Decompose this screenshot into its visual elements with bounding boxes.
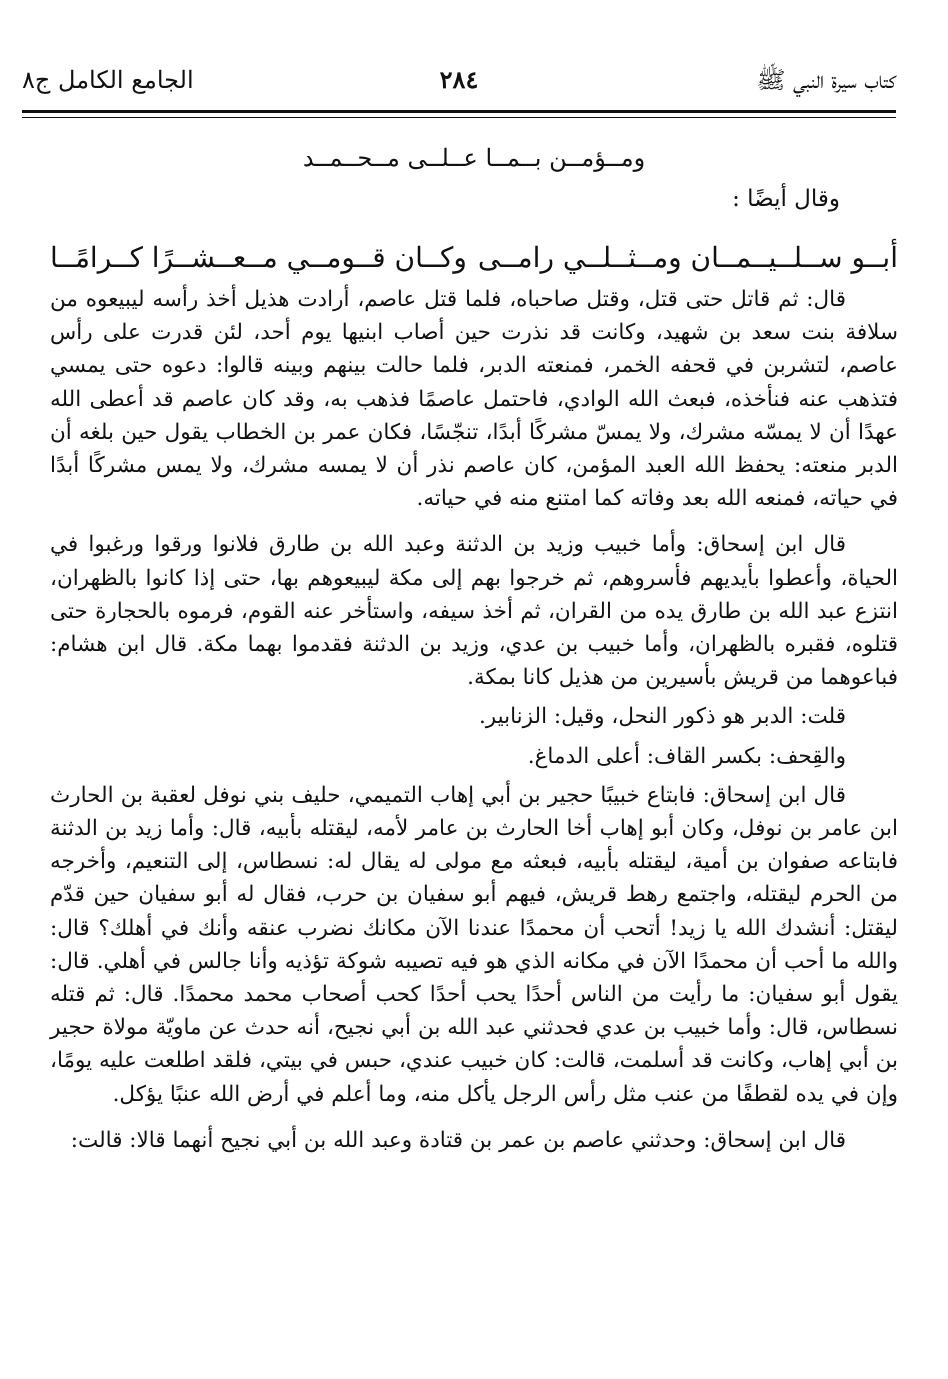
page-header — [22, 60, 896, 100]
paragraph: قال: ثم قاتل حتى قتل، وقتل صاحباه، فلما قتل عاصم، أرادت هذيل أخذ رأسه ليبيعوه من سلافة بنت سعد بن شهيد، وكانت قد نذرت حين أصاب ابنيها يوم أحد، لئن قدرت على رأس عاصم، لتشربن في قحفه الخمر، فمنعته الدبر، فلما حالت بينهم وبينه قالوا: دعوه حتى يمسي فتذهب عنه فنأخذه، فبعث الله الوادي، فاحتمل عاصمًا فذهب به، وقد كان عاصم قد أعطى الله عهدًا أن لا يمسّه مشرك، ولا يمسّ مشركًا أبدًا، تنجّسًا، فكان عمر بن الخطاب يقول حين بلغه أن الدبر منعته: يحفظ الله العبد المؤمن، كان عاصم نذر أن لا يمسه مشرك، ولا يمس مشركًا أبدًا في حياته، فمنعه الله بعد وفاته كما امتنع منه في حياته. — [50, 287, 898, 512]
poem-hemistich-first: أبــو ســلــيــمــان ومــثــلــي رامــى — [477, 241, 898, 274]
paragraph-note: والقِحف: بكسر القاف: أعلى الدماغ. — [527, 743, 846, 769]
poem-verse — [50, 236, 898, 280]
body-text — [50, 283, 898, 1157]
book-title: كتاب سيرة النبي ﷺ — [756, 66, 896, 94]
paragraph: قال ابن إسحاق: فابتاع خبيبًا حجير بن أبي إهاب التميمي، حليف بني نوفل لعقبة بن الحارث ابن عامر بن نوفل، وكان أبو إهاب أخا الحارث بن عامر لأمه، ليقتله بأبيه، قال: وأما زيد بن الدثنة فابتاعه صفوان بن أمية، ليقتله بأبيه، فبعثه مع مولى له يقال له: نسطاس، إلى التنعيم، وأخرجه من الحرم ليقتله، واجتمع رهط قريش، فيهم أبو سفيان بن حرب، فقال له أبو سفيان حين قدّم ليقتل: أنشدك الله يا زيد! أتحب أن محمدًا عندنا الآن مكانك نضرب عنقه وأنك في أهلك؟ قال: والله ما أحب أن محمدًا الآن في مكانه الذي هو فيه تصيبه شوكة تؤذيه وأنا جالس في أهلي. قال: يقول أبو سفيان: ما رأيت من الناس أحدًا يحب أحدًا كحب أصحاب محمد محمدًا. قال: ثم قتله نسطاس، قال: وأما خبيب بن عدي فحدثني عبد الله بن أبي نجيح، أنه حدث عن ماويّة مولاة حجير بن أبي إهاب، وكانت قد أسلمت، قالت: كان خبيب عندي، حبس في بيتي، فلقد اطلعت عليه يومًا، وإن في يده لقطفًا من عنب مثل رأس الرجل يأكل منه، وما أعلم في أرض الله عنبًا يؤكل. — [50, 782, 898, 1107]
series-title: الجامع الكامل ج٨ — [22, 66, 194, 94]
paragraph: قال ابن إسحاق: وحدثني عاصم بن عمر بن قتادة وعبد الله بن أبي نجيح أنهما قالا: قالت: — [70, 1127, 846, 1153]
paragraph: قال ابن إسحاق: وأما خبيب وزيد بن الدثنة وعبد الله بن طارق فلانوا ورقوا ورغبوا في الحياة، وأعطوا بأيديهم فأسروهم، ثم خرجوا بهم إلى مكة ليبيعوهم بها، حتى إذا كانوا بالظهران، انتزع عبد الله بن طارق يده من القران، ثم أخذ سيفه، واستأخر عنه القوم، فرموه بالحجارة حتى قتلوه، فقبره بالظهران، وأما خبيب بن عدي، وزيد بن الدثنة فقدموا بهما مكة. قال ابن هشام: فباعوهما من قريش بأسيرين من هذيل كانا بمكة. — [50, 532, 898, 691]
paragraph-note: قلت: الدبر هو ذكور النحل، وقيل: الزنابير. — [478, 704, 846, 730]
header-rule-thin — [22, 117, 896, 118]
poem-hemistich-second: وكــان قــومــي مــعــشــرًا كــرامًــا — [50, 241, 467, 274]
poem-line-centered: ومــؤمــن بــمــا عــلــى مــحــمــد — [302, 144, 646, 172]
header-rule-thick — [22, 110, 896, 113]
poem-intro: وقال أيضًا : — [732, 186, 840, 212]
page-number: ٢٨٤ — [439, 65, 479, 94]
